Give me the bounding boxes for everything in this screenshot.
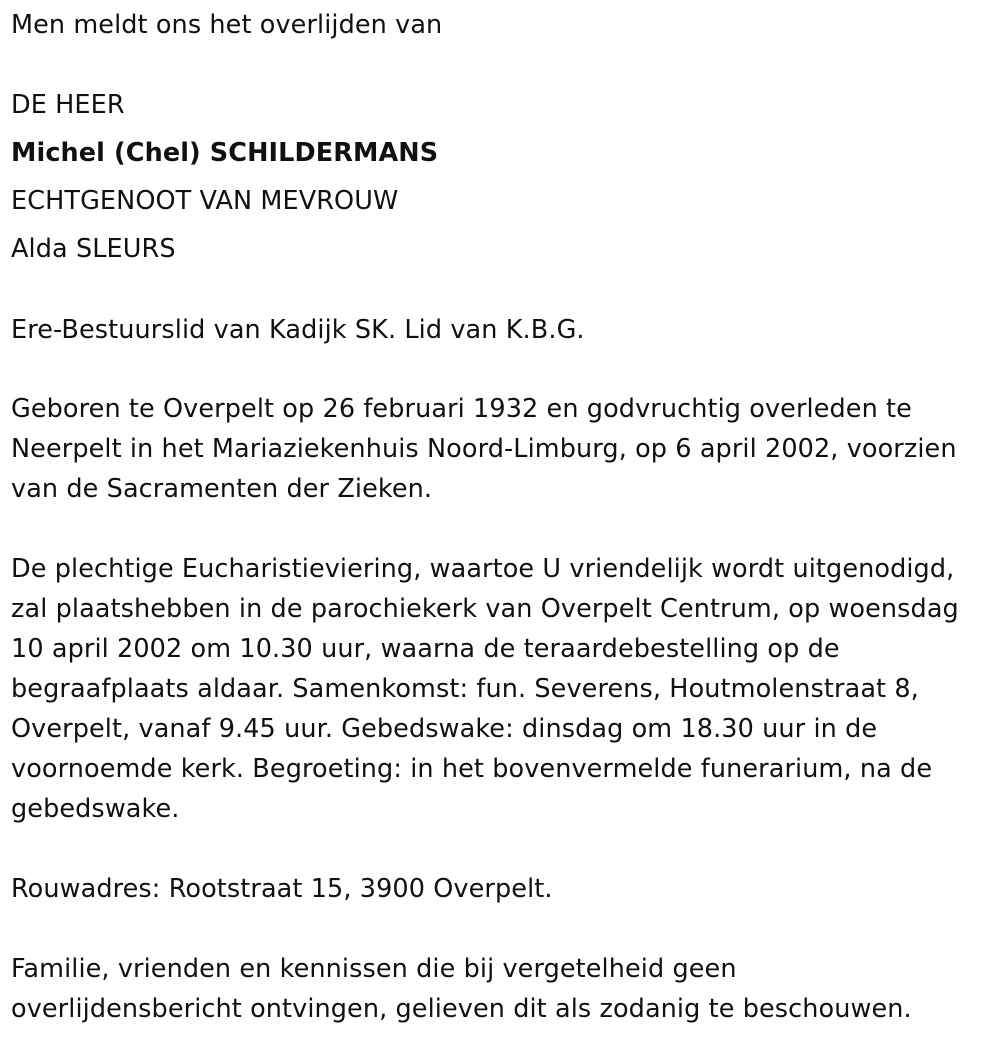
ceremony-line: gebedswake.: [11, 794, 180, 824]
closing-line: Familie, vrienden en kennissen die bij vergetelheid geen: [11, 954, 737, 984]
spouse-name: Alda SLEURS: [11, 234, 176, 264]
ceremony-line: zal plaatshebben in de parochiekerk van Overpelt Centrum, op woensdag: [11, 594, 959, 624]
membership-text: Ere-Bestuurslid van Kadijk SK. Lid van K.B.G.: [11, 315, 585, 345]
ceremony-line: voornoemde kerk. Begroeting: in het bovenvermelde funerarium, na de: [11, 754, 933, 784]
intro-text: Men meldt ons het overlijden van: [11, 10, 443, 40]
ceremony-line: De plechtige Eucharistieviering, waartoe U vriendelijk wordt uitgenodigd,: [11, 554, 955, 584]
spouse-label: ECHTGENOOT VAN MEVROUW: [11, 186, 399, 216]
closing-line: overlijdensbericht ontvingen, gelieven dit als zodanig te beschouwen.: [11, 994, 912, 1024]
ceremony-line: Overpelt, vanaf 9.45 uur. Gebedswake: dinsdag om 18.30 uur in de: [11, 714, 878, 744]
birth-death-line: Geboren te Overpelt op 26 februari 1932 en godvruchtig overleden te: [11, 394, 912, 424]
title-line: DE HEER: [11, 90, 125, 120]
ceremony-line: 10 april 2002 om 10.30 uur, waarna de teraardebestelling op de: [11, 634, 840, 664]
birth-death-line: Neerpelt in het Mariaziekenhuis Noord-Limburg, op 6 april 2002, voorzien: [11, 434, 957, 464]
ceremony-line: begraafplaats aldaar. Samenkomst: fun. Severens, Houtmolenstraat 8,: [11, 674, 919, 704]
deceased-name: Michel (Chel) SCHILDERMANS: [11, 138, 439, 168]
address-text: Rouwadres: Rootstraat 15, 3900 Overpelt.: [11, 874, 553, 904]
birth-death-line: van de Sacramenten der Zieken.: [11, 474, 433, 504]
